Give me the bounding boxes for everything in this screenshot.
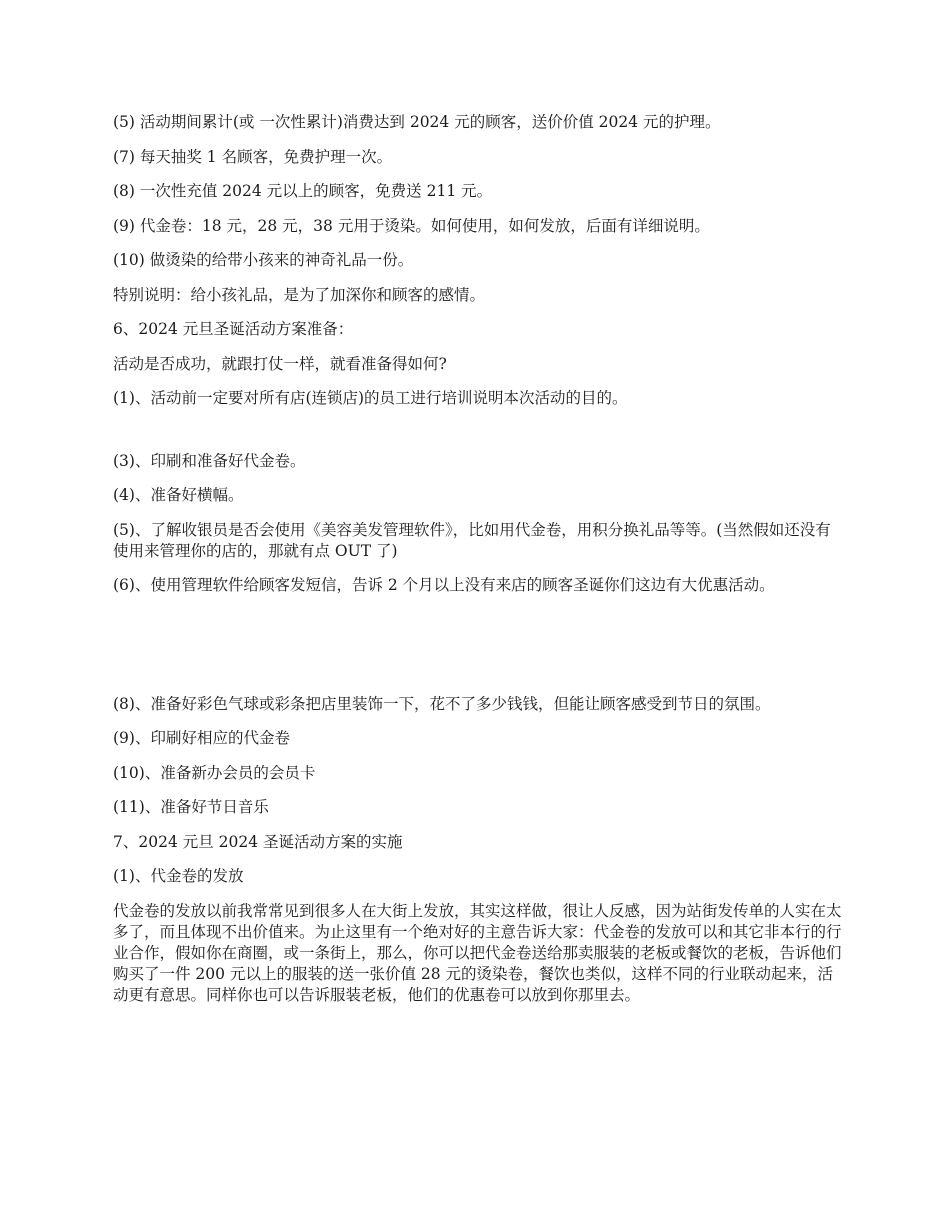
- paragraph-prep-4: (4)、准备好横幅。: [113, 486, 244, 504]
- subheading-voucher-distribution: (1)、代金卷的发放: [113, 867, 244, 885]
- paragraph-prep-11: (11)、准备好节日音乐: [113, 798, 269, 816]
- paragraph-activity-8: (8) 一次性充值 2024 元以上的顾客，免费送 211 元。: [113, 182, 493, 200]
- paragraph-preparation-intro: 活动是否成功，就跟打仗一样，就看准备得如何?: [113, 354, 447, 373]
- blank-space: [113, 423, 843, 451]
- paragraph-prep-1: (1)、活动前一定要对所有店(连锁店)的员工进行培训说明本次活动的目的。: [113, 389, 628, 407]
- section-heading-6: 6、2024 元旦圣诞活动方案准备：: [113, 320, 354, 338]
- paragraph-prep-3: (3)、印刷和准备好代金卷。: [113, 451, 306, 470]
- paragraph-activity-9: (9) 代金卷：18 元，28 元，38 元用于烫染。如何使用，如何发放，后面有详细说明。: [113, 216, 710, 235]
- paragraph-activity-7: (7) 每天抽奖 1 名顾客，免费护理一次。: [113, 147, 393, 166]
- paragraph-activity-10: (10) 做烫染的给带小孩来的神奇礼品一份。: [113, 251, 414, 269]
- blank-space: [113, 610, 843, 694]
- paragraph-special-note: 特别说明：给小孩礼品，是为了加深你和顾客的感情。: [113, 285, 486, 304]
- paragraph-prep-9: (9)、印刷好相应的代金卷: [113, 729, 290, 747]
- paragraph-voucher-distribution: 代金卷的发放以前我常常见到很多人在大街上发放，其实这样做，很让人反感，因为站街发传单的人实在太多了，而且体现不出价值来。为止这里有一个绝对好的主意告诉大家：代金卷的发放可以和其它非本行的行业合作，假如你在商圈，或一条街上，那么，你可以把代金卷送给那卖服装的老板或餐饮的老板，告诉他们购买了一件 200 元以上的服装的送一张价值 28 元的烫染卷，餐饮也类似，这样不同的行业联动起来，活动更有意思。同样你也可以告诉服装老板，他们的优惠卷可以放到你那里去。: [113, 901, 842, 1004]
- paragraph-prep-6: (6)、使用管理软件给顾客发短信，告诉 2 个月以上没有来店的顾客圣诞你们这边有大优惠活动。: [113, 576, 775, 594]
- paragraph-prep-10: (10)、准备新办会员的会员卡: [113, 763, 316, 782]
- paragraph-prep-5: (5)、了解收银员是否会使用《美容美发管理软件》，比如用代金卷，用积分换礼品等等。(当然假如还没有使用来管理你的店的，那就有点 OUT 了): [113, 520, 831, 560]
- paragraph-activity-5: (5) 活动期间累计(或 一次性累计)消费达到 2024 元的顾客，送价价值 2024 元的护理。: [113, 113, 721, 131]
- document-body: [113, 112, 843, 1019]
- section-heading-7: 7、2024 元旦 2024 圣诞活动方案的实施: [113, 832, 403, 851]
- paragraph-prep-8: (8)、准备好彩色气球或彩条把店里装饰一下，花不了多少钱钱，但能让顾客感受到节日的氛围。: [113, 694, 771, 713]
